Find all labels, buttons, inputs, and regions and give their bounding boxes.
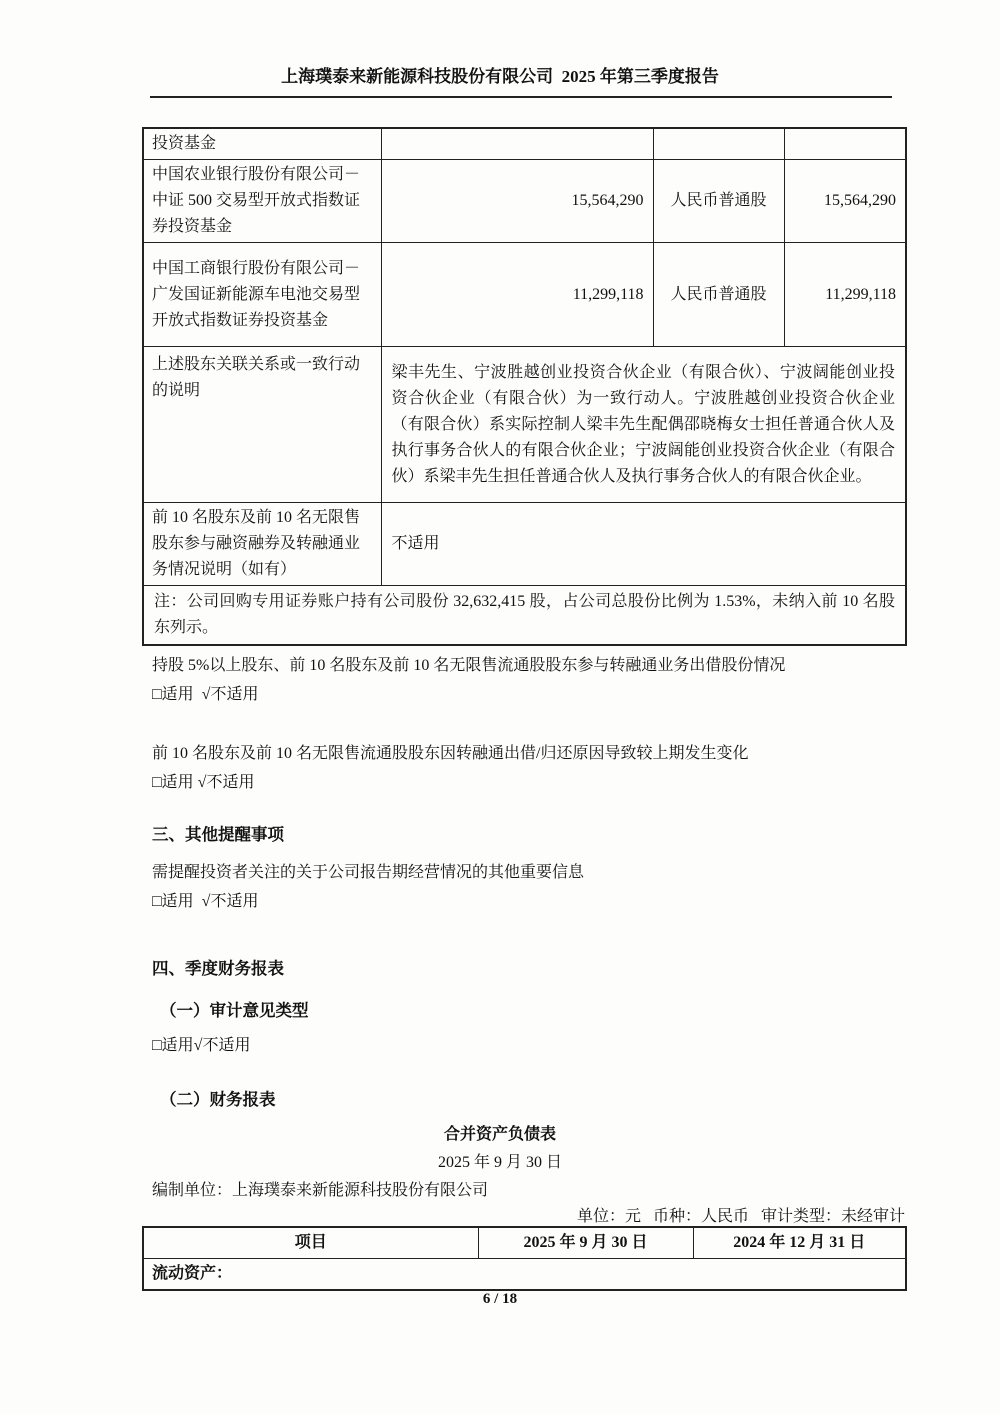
section-four-heading: 四、季度财务报表: [152, 959, 284, 978]
section-three-body: [152, 858, 898, 916]
table-cell-share-type: 人民币普通股: [653, 243, 784, 347]
shareholder-info-table: [142, 127, 907, 646]
column-header-prior-date: 2024 年 12 月 31 日: [693, 1227, 906, 1259]
table-cell-empty: [784, 128, 906, 160]
table-cell-shareholder-name: 中国农业银行股份有限公司－中证 500 交易型开放式指数证券投资基金: [143, 160, 381, 243]
table-row: [143, 586, 906, 646]
table-cell-current-assets-label: 流动资产：: [143, 1259, 906, 1291]
balance-sheet-title: 合并资产负债表: [443, 1126, 556, 1143]
table-cell-share-quantity: 11,299,118: [381, 243, 653, 347]
column-header-current-date: 2025 年 9 月 30 日: [478, 1227, 693, 1259]
change-statement-text: 前 10 名股东及前 10 名无限售流通股股东因转融通出借/归还原因导致较上期发生变化: [152, 745, 749, 762]
balance-sheet-table: [142, 1226, 907, 1291]
table-cell-margin-value: 不适用: [381, 503, 906, 586]
table-row: [143, 128, 906, 160]
table-cell-relationship-label: 上述股东关联关系或一致行动的说明: [143, 347, 381, 503]
table-row: [143, 503, 906, 586]
prepared-by-line: 编制单位：上海璞泰来新能源科技股份有限公司: [152, 1182, 489, 1199]
lending-statement-text: 持股 5%以上股东、前 10 名股东及前 10 名无限售流通股股东参与转融通业务出借股份情况: [152, 657, 786, 674]
section-three-text: 需提醒投资者关注的关于公司报告期经营情况的其他重要信息: [152, 864, 585, 881]
change-applicability: □适用 √不适用: [152, 774, 255, 791]
lending-applicability: □适用 √不适用: [152, 686, 259, 703]
page-number: 6 / 18: [482, 1291, 518, 1307]
table-cell-empty: [653, 128, 784, 160]
table-cell-share-quantity: 11,299,118: [784, 243, 906, 347]
column-header-item: 项目: [143, 1227, 478, 1259]
table-cell-share-quantity: 15,564,290: [784, 160, 906, 243]
lending-statement: [152, 651, 898, 709]
audit-opinion-applicability: □适用√不适用: [152, 1037, 251, 1054]
section-three-applicability: □适用 √不适用: [152, 893, 259, 910]
table-header-row: [143, 1227, 906, 1259]
table-cell-share-type: 人民币普通股: [653, 160, 784, 243]
table-row: [143, 347, 906, 503]
header-divider-rule: [150, 96, 892, 98]
table-cell-share-quantity: 15,564,290: [381, 160, 653, 243]
table-row: [143, 1259, 906, 1291]
balance-sheet-date: 2025 年 9 月 30 日: [437, 1154, 562, 1171]
table-note: 注：公司回购专用证券账户持有公司股份 32,632,415 股，占公司总股份比例为 1.53%，未纳入前 10 名股东列示。: [143, 586, 906, 646]
table-cell-fund-continuation: 投资基金: [143, 128, 381, 160]
financial-statements-heading: （二）财务报表: [160, 1090, 276, 1109]
section-three-heading: 三、其他提醒事项: [152, 825, 284, 844]
table-cell-empty: [381, 128, 653, 160]
change-statement: [152, 739, 898, 797]
unit-currency-audit-line: 单位：元 币种：人民币 审计类型：未经审计: [576, 1208, 905, 1225]
table-cell-shareholder-name: 中国工商银行股份有限公司－广发国证新能源车电池交易型开放式指数证券投资基金: [143, 243, 381, 347]
document-header-title: 上海璞泰来新能源科技股份有限公司 2025 年第三季度报告: [281, 67, 719, 86]
audit-opinion-heading: （一）审计意见类型: [160, 1001, 309, 1020]
table-cell-relationship-description: 梁丰先生、宁波胜越创业投资合伙企业（有限合伙）、宁波阔能创业投资合伙企业（有限合伙）为一致行动人。宁波胜越创业投资合伙企业（有限合伙）系实际控制人梁丰先生配偶邵晓梅女士担任普通合伙人及执行事务合伙人的有限合伙企业；宁波阔能创业投资合伙企业（有限合伙）系梁丰先生担任普通合伙人及执行事务合伙人的有限合伙企业。: [381, 347, 906, 503]
table-cell-margin-label: 前 10 名股东及前 10 名无限售股东参与融资融券及转融通业务情况说明（如有）: [143, 503, 381, 586]
table-row: [143, 160, 906, 243]
table-row: [143, 243, 906, 347]
